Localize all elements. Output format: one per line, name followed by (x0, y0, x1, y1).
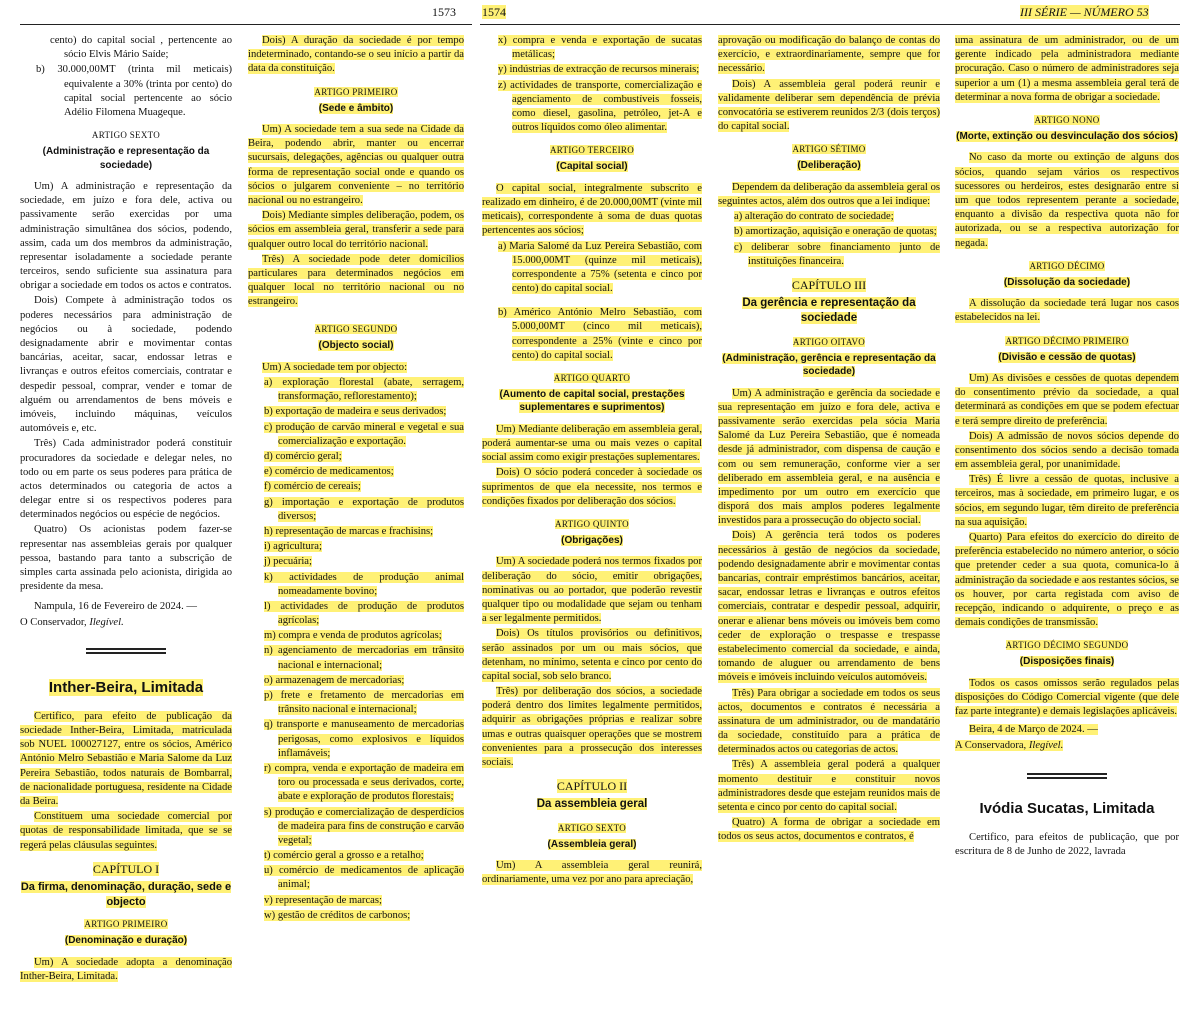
list-item: b) exportação de madeira e seus derivados; (264, 406, 447, 418)
paragraph: Constituem uma sociedade comercial por quotas de responsabilidade limitada, que se se regerá pelas cláusulas seguintes. (20, 811, 232, 851)
chapter-label: CAPÍTULO II (556, 779, 628, 794)
list-item: u) comércio de medicamentos de aplicação animal; (264, 865, 464, 891)
column-1 (20, 34, 232, 1014)
signature-place: Nampula, 16 de Fevereiro de 2024. — (34, 601, 197, 613)
list-item: b) amortização, aquisição e oneração de quotas; (734, 226, 937, 238)
section-separator (86, 648, 166, 654)
paragraph: Quarto) Para efeitos do exercício do direito de preferência estabelecido no número anterior, o sócio que pretender ceder a sua quota, comunica-lo à administração da sociedade e aos restantes sócios, se os houver, por carta registada com aviso de recepção, indicando o adquirente, o preço e as demais condições de transmissão. (955, 532, 1179, 629)
article-label: ARTIGO SEXTO (557, 822, 627, 833)
paragraph: Quatro) Os acionistas podem fazer-se representar nas assembleias gerais por qualquer pessoa, bastando para tanto a subscrição de simples carta assinada pelo acionista, dirigida ao presidente da mesa. (20, 524, 232, 593)
chapter-label: CAPÍTULO I (92, 861, 160, 876)
article-label: ARTIGO NONO (1034, 114, 1100, 125)
paragraph: Dependem da deliberação da assembleia geral os seguintes actos, além dos outros que a lei indique: (718, 181, 940, 207)
paragraph: Três) A sociedade pode deter domicílios particulares para determinados negócios em qualquer local no território nacional ou no estrangeiro. (248, 253, 464, 308)
header-rule-right (480, 24, 1180, 25)
chapter-title: Da assembleia geral (536, 798, 648, 811)
list-item: v) representação de marcas; (264, 894, 382, 906)
paragraph: Um) A assembleia geral reunirá, ordinariamente, uma vez por ano para apreciação, (482, 860, 702, 886)
paragraph: Dois) Compete à administração todos os poderes necessários para administração de negócios ou à sociedade, podendo designadamente abrir e movimentar contas bancárias, aceitar, sacar, endossar letras e livranças e outros efeitos comerciais, contratar e despedir pessoal, comprar, vender e tomar de alguém ou arrendamentos de bens móveis e imóveis, incluindo máquinas, veículos automóveis e, etc. (20, 295, 232, 435)
list-item: c) produção de carvão mineral e vegetal e sua comercialização e exportação. (264, 421, 464, 447)
article-title: (Divisão e cessão de quotas) (998, 351, 1136, 363)
paragraph: Um) Mediante deliberação em assembleia geral, poderá aumentar-se uma ou mais vezes o capital social assim como exigir prestações suplementares. (482, 423, 702, 464)
article-title: (Administração e representação da sociedade) (42, 146, 210, 171)
article-label: ARTIGO PRIMEIRO (314, 86, 398, 97)
column-3 (482, 34, 702, 1014)
list-item: y) indústrias de extracção de recursos minerais; (498, 64, 700, 76)
list-item: h) representação de marcas e frachisins; (264, 525, 434, 537)
paragraph: No caso da morte ou extinção de alguns dos sócios, quando sejam vários os respectivos sucessores ou herdeiros, estes designarão entre si um que todos representem perante a sociedade, enquanto a divisão da respectiva quota não for autorizada, ou se a respectiva autorização for negada. (955, 152, 1179, 249)
article-label: ARTIGO SEGUNDO (314, 324, 398, 335)
article-label: ARTIGO QUINTO (555, 518, 629, 529)
company-title: Inther-Beira, Limitada (48, 678, 204, 696)
list-item: a) Maria Salomé da Luz Pereira Sebastião, com 15.000,00MT (quinze mil meticais), correspondente a 75% (setenta e cinco por cento) do capital social. (498, 240, 702, 295)
paragraph: Um) As divisões e cessões de quotas dependem do consentimento prévio da sociedade, a qual determinará as condições em que se podem efectuar e terá sempre direito de preferência. (955, 372, 1179, 427)
signature-place: Beira, 4 de Março de 2024. — (969, 724, 1098, 736)
paragraph: Três) por deliberação dos sócios, a sociedade poderá dentro dos limites legalmente permitidos, adquirir as obrigações próprias e realizar sobre umas e outras quaisquer operações que se mostrem convenientes para a prossecução dos interesses sociais. (482, 686, 702, 769)
list-item: a) exploração florestal (abate, serragem, transformação, reflorestamento); (264, 377, 464, 403)
chapter-label: CAPÍTULO III (791, 277, 867, 292)
paragraph: Três) Para obrigar a sociedade em todos os seus actos, documentos e contratos é necessária a assinatura de um administrador, ou de mandatário da sociedade, constituído para a prática de determinados actos ou categorias de actos. (718, 687, 940, 756)
paragraph: Certifico, para efeito de publicação da sociedade Inther-Beira, Limitada, matriculada sob NUEL 100027127, entre os sócios, Américo António Melro Sebastião e Maria Salome da Luz Pereira Sebastião, todos naturais de Bombarral, de nacionalidade portuguesa, residente na Cidade da Beira. (20, 710, 232, 807)
list-item: g) importação e exportação de produtos diversos; (264, 496, 464, 522)
paragraph: Dois) A gerência terá todos os poderes necessários à gestão de negócios da sociedade, podendo designadamente abrir e movimentar contas bancarias, contrair empréstimos bancários, aceitar, sacar, endossar letras e livranças e outros efeitos comerciais, contratar e despedir pessoal, adquirir, onerar e alienar bens móveis ou imóveis bem como ceder de exploração o trespasse e trespasse estabelecimento comercial da sociedade, e ainda, tomando de aluguer ou arrendamento de bens móveis e imóveis incluindo veículos automóveis. (718, 530, 940, 684)
paragraph: Três) Cada administrador poderá constituir procuradores da sociedade e delegar neles, no todo ou em parte os seus poderes para prática de actos determinados ou categoria de actos a delegar entre si os respectivos poderes para determinados negócios ou espécie de negócios. (20, 438, 232, 521)
paragraph: Dois) Os títulos provisórios ou definitivos, serão assinados por um ou mais sócios, que detenham, no mínimo, setenta e cinco por cento do capital social, sob selo branco. (482, 628, 702, 682)
paragraph: Três) É livre a cessão de quotas, inclusive a terceiros, mas à sociedade, em primeiro lugar, e os sócios, em segundo lugar, têm direito de preferência na sua aquisição. (955, 474, 1179, 528)
paragraph: Todos os casos omissos serão regulados pelas disposições do Código Comercial vigente (que dele faz parte integrante) e demais legislações aplicáveis. (955, 677, 1179, 718)
list-item: z) actividades de transporte, comercialização e agenciamento de combustíveis fosseis, como diesel, gasolina, petróleo, jet-A e outros líquidos como óleo alimentar. (498, 79, 702, 134)
article-title: (Deliberação) (797, 160, 861, 172)
list-item: j) pecuária; (264, 556, 312, 568)
paragraph: Dois) A assembleia geral poderá reunir e validamente deliberar sem dependência de prévia convocatória se estiverem reunidos 2/3 (dois terços) do capital social. (718, 78, 940, 133)
list-item: l) actividades de produção de produtos agrícolas; (264, 600, 464, 627)
signature: O Conservador, Ilegível. (20, 616, 124, 628)
column-5 (955, 34, 1179, 1014)
header-rule-left (20, 24, 472, 25)
article-title: (Disposições finais) (1019, 656, 1115, 668)
article-label: ARTIGO QUARTO (553, 373, 631, 383)
article-title: (Objecto social) (318, 340, 394, 352)
article-title: (Administração, gerência e representação da sociedade) (722, 352, 936, 378)
list-item: m) compra e venda de produtos agrícolas; (264, 630, 442, 642)
paragraph: Um) A sociedade tem por objecto: (262, 361, 408, 373)
article-title: (Dissolução da sociedade) (1003, 276, 1131, 288)
paragraph: Dois) A duração da sociedade é por tempo indeterminado, contando-se o seu início a partir da data da constituição. (248, 35, 464, 75)
article-label: ARTIGO OITAVO (792, 336, 866, 347)
paragraph: b) 30.000,00MT (trinta mil meticais) equivalente a 30% (trinta por cento) do capital social pertencente ao sócio Adélio Filomena Muageque. (36, 64, 232, 118)
article-title: (Assembleia geral) (547, 838, 637, 850)
paragraph: uma assinatura de um administrador, ou de um gerente indicado pela administradora mediante procuração. Caso o número de administradores seja superior a um (1) a mesma assembleia geral terá de determinar a nova forma de obrigar a sociedade. (955, 35, 1179, 103)
paragraph: O capital social, integralmente subscrito e realizado em dinheiro, é de 20.000,00MT (vinte mil meticais), correspondente à soma de duas quotas pertencentes aos sócios; (482, 182, 702, 237)
list-item: x) compra e venda e exportação de sucatas metálicas; (498, 35, 702, 61)
paragraph: cento) do capital social , pertencente ao sócio Elvis Mário Saíde; (50, 35, 232, 61)
paragraph: Três) A assembleia geral poderá a qualquer momento destituir e constituir novos administradores desde que estejam reunidos mais de setenta e cinco por cento do capital social. (718, 759, 940, 814)
page-number-left: 1573 (432, 5, 456, 19)
page-number-right: 1574 (482, 5, 506, 19)
article-label: ARTIGO PRIMEIRO (84, 919, 168, 930)
paragraph: Dois) Mediante simples deliberação, podem, os sócios em assembleia geral, transferir a sede para qualquer outro local do território nacional. (248, 210, 464, 250)
article-title: (Denominação e duração) (64, 935, 188, 947)
company-title: Ivódia Sucatas, Limitada (979, 799, 1155, 817)
article-title: (Obrigações) (561, 535, 623, 546)
paragraph: Um) A administração e representação da sociedade, em juízo e fora dele, activa ou passivamente serão exercidas por uma administração simultânea dos sócios, podendo, assim, cada um dos membros da administração, representar isoladamente a sociedade perante terceiros, sendo suficiente sua assinatura para obrigar a sociedade em todos os actos e contratos. (20, 180, 232, 292)
article-label: ARTIGO DÉCIMO SEGUNDO (1005, 640, 1129, 651)
paragraph: Dois) A admissão de novos sócios depende do consentimento dos sócios sendo a decisão tomada em assembleia geral, por unanimidade. (955, 430, 1179, 471)
paragraph: Um) A sociedade adopta a denominação Inther-Beira, Limitada. (20, 956, 232, 982)
paragraph: Dois) O sócio poderá conceder à sociedade os suprimentos de que ela necessite, nos termos e condições fixados por deliberação dos sócios. (482, 467, 702, 507)
list-item: e) comércio de medicamentos; (264, 466, 394, 478)
list-item: n) agenciamento de mercadorias em trânsito nacional e internacional; (264, 645, 464, 671)
list-item: w) gestão de créditos de carbonos; (264, 909, 411, 921)
chapter-title: Da gerência e representação da sociedade (742, 296, 916, 325)
list-item: q) transporte e manuseamento de mercadorias perigosas, como explosivos e líquidos inflamáveis; (264, 719, 464, 759)
section-separator (1027, 773, 1107, 779)
paragraph: Quatro) A forma de obrigar a sociedade em todos os seus actos, documentos e contratos, é (718, 817, 940, 843)
article-title: (Aumento de capital social, prestações suplementares e suprimentos) (499, 389, 685, 414)
column-2 (248, 34, 464, 1014)
paragraph: Um) A sociedade tem a sua sede na Cidade da Beira, podendo abrir, manter ou encerrar sucursais, delegações, agências ou qualquer outra forma de representação social onde e quando os sócios o julgarem conveniente – no território nacional ou no estrangeiro. (248, 124, 464, 206)
paragraph: Um) A sociedade poderá nos termos fixados por deliberação do sócio, emitir obrigações, nominativas ou ao portador, que poderão revestir qualquer tipo ou modalidade que sejam ou tenham a ser legalmente permitidos. (482, 556, 702, 625)
article-label: ARTIGO DÉCIMO (1029, 260, 1105, 271)
list-item: s) produção e comercialização de desperdícios de madeira para fins de construção e carvão vegetal; (264, 806, 464, 846)
list-item: d) comércio geral; (264, 451, 342, 462)
list-item: k) actividades de produção animal nomeadamente bovino; (264, 571, 464, 597)
column-4 (718, 34, 940, 1014)
list-item: r) compra, venda e exportação de madeira em toro ou processada e seus derivados, corte, abate e exploração de produtos florestais; (264, 762, 464, 803)
list-item: c) deliberar sobre financiamento junto de instituições financeira. (734, 241, 940, 267)
article-title: (Morte, extinção ou desvinculação dos sócios) (956, 130, 1178, 142)
article-label: ARTIGO TERCEIRO (549, 145, 635, 156)
article-label: ARTIGO DÉCIMO PRIMEIRO (1005, 335, 1129, 346)
list-item: o) armazenagem de mercadorias; (264, 674, 405, 686)
list-item: i) agricultura; (264, 541, 322, 553)
article-title: (Capital social) (556, 161, 628, 173)
article-label: ARTIGO SEXTO (91, 130, 161, 141)
series-header: III SÉRIE — NÚMERO 53 (1020, 5, 1149, 19)
list-item: a) alteração do contrato de sociedade; (734, 211, 894, 223)
paragraph: Um) A administração e gerência da sociedade e sua representação em juízo e fora dele, activa e passivamente serão exercidas pela sócia Maria Salomé da Luz Pereira Sebastião, que é nomeada desde já administrador, com dispensa de caução e com ou sem remuneração, conforme vier a ser deliberado em assembleia geral, e na ausência e impedimento por um outro em exercício que disporá dos mais amplos poderes legalmente investidos para a prossecução do objecto social. (718, 387, 940, 527)
list-item: p) frete e fretamento de mercadorias em trânsito nacional e internacional; (264, 690, 464, 716)
signature: A Conservadora, Ilegível. (955, 739, 1064, 751)
list-item: b) Américo António Melro Sebastião, com 5.000,00MT (cinco mil meticais), correspondente a 25% (vinte e cinco por cento) do capital social. (498, 307, 702, 361)
paragraph: aprovação ou modificação do balanço de contas do exercício, e extraordinariamente, sempre que for necessário. (718, 35, 940, 75)
article-title: (Sede e âmbito) (318, 102, 394, 114)
article-label: ARTIGO SÉTIMO (792, 144, 866, 155)
list-item: f) comércio de cereais; (264, 481, 361, 493)
list-item: t) comércio geral a grosso e a retalho; (264, 850, 424, 862)
chapter-title: Da firma, denominação, duração, sede e objecto (20, 880, 232, 908)
paragraph: Certifico, para efeitos de publicação, que por escritura de 8 de Junho de 2022, lavrada (955, 831, 1179, 857)
paragraph: A dissolução da sociedade terá lugar nos casos estabelecidos na lei. (955, 298, 1179, 324)
